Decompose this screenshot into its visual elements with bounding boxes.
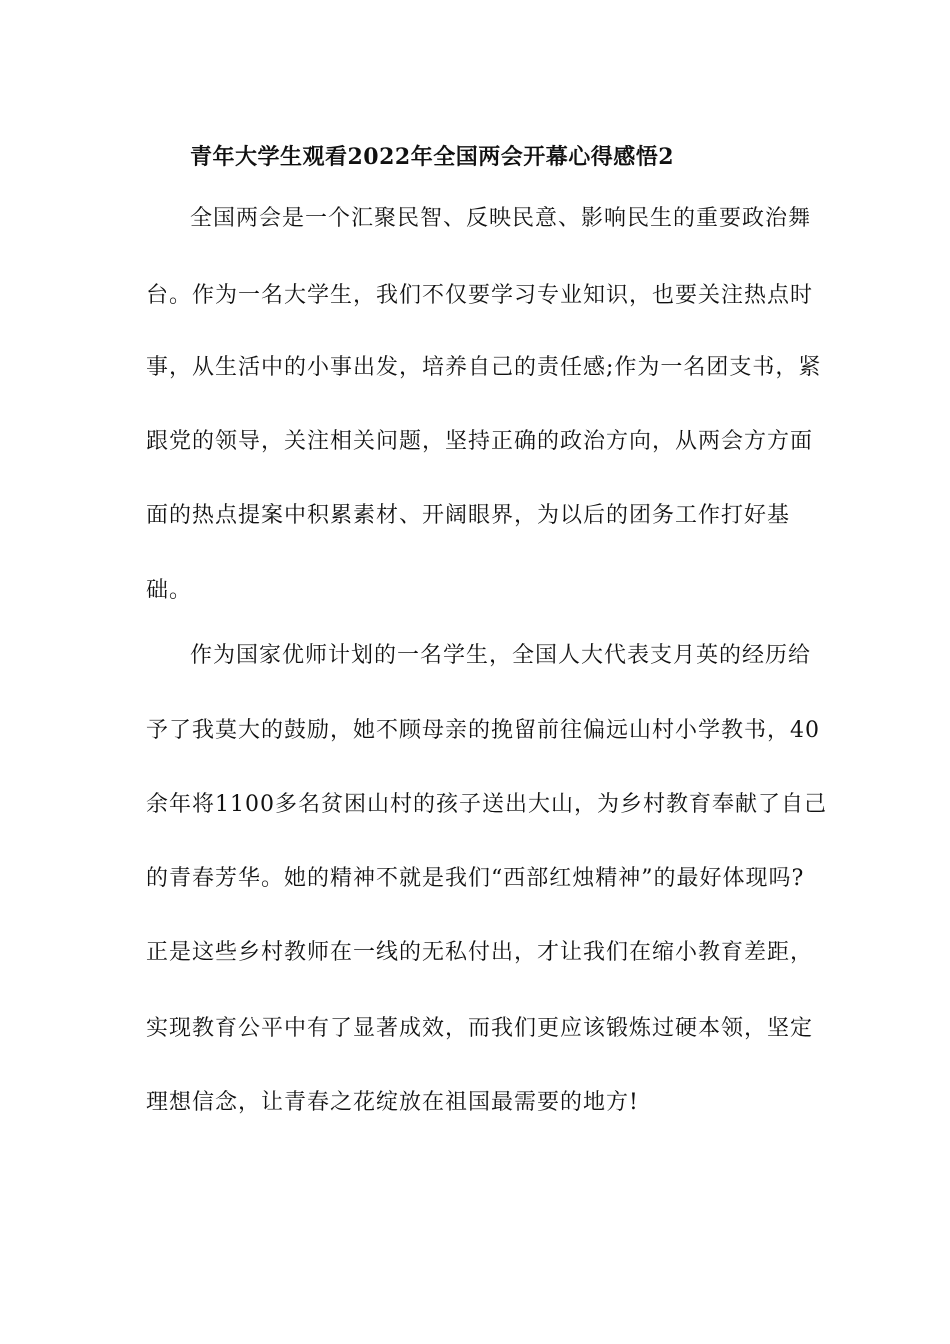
paragraph-line: 事，从生活中的小事出发，培养自己的责任感;作为一名团支书，紧	[146, 355, 822, 380]
paragraph-line: 面的热点提案中积累素材、开阔眼界，为以后的团务工作打好基	[146, 503, 791, 528]
paragraph-line: 正是这些乡村教师在一线的无私付出，才让我们在缩小教育差距，	[146, 940, 814, 965]
paragraph-line: 理想信念，让青春之花绽放在祖国最需要的地方!	[146, 1090, 639, 1115]
paragraph-line: 台。作为一名大学生，我们不仅要学习专业知识，也要关注热点时	[146, 283, 814, 308]
paragraph-line: 的青春芳华。她的精神不就是我们“西部红烛精神”的最好体现吗?	[146, 866, 805, 891]
paragraph-line: 作为国家优师计划的一名学生，全国人大代表支月英的经历给	[190, 643, 812, 668]
paragraph-line: 实现教育公平中有了显著成效，而我们更应该锻炼过硬本领，坚定	[146, 1016, 814, 1041]
paragraph-line: 予了我莫大的鼓励，她不顾母亲的挽留前往偏远山村小学教书，40	[146, 718, 820, 743]
paragraph-line: 全国两会是一个汇聚民智、反映民意、影响民生的重要政治舞	[190, 206, 812, 231]
paragraph-line: 余年将1100多名贫困山村的孩子送出大山，为乡村教育奉献了自己	[146, 792, 827, 817]
document-title: 青年大学生观看2022年全国两会开幕心得感悟2	[190, 144, 675, 170]
paragraph-line: 础。	[146, 578, 193, 603]
paragraph-line: 跟党的领导，关注相关问题，坚持正确的政治方向，从两会方方面	[146, 429, 814, 454]
